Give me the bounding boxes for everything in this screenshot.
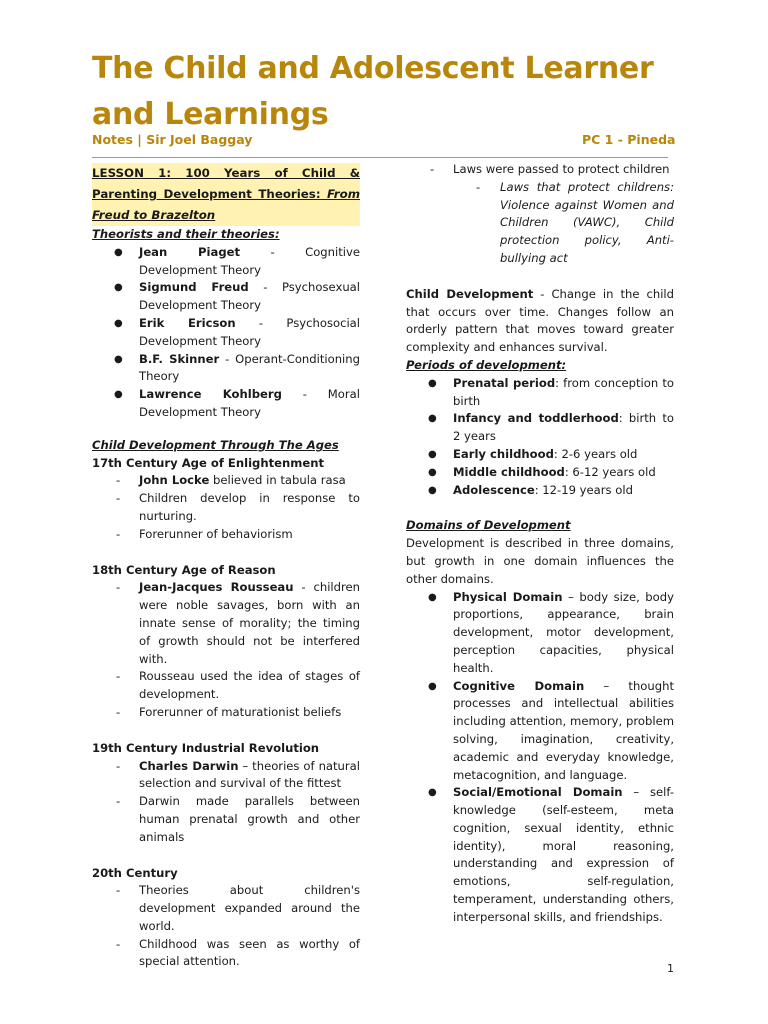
dash-marker: - xyxy=(116,704,121,719)
list-item xyxy=(406,446,674,464)
domains-list xyxy=(406,589,674,927)
laws-sublist xyxy=(406,179,674,268)
list-item xyxy=(92,386,360,422)
list-item xyxy=(406,410,674,446)
class-label: PC 1 - Pineda xyxy=(582,132,676,147)
bullet-icon: ● xyxy=(428,413,437,425)
list-item xyxy=(92,490,360,526)
period-text: : from conception to birth xyxy=(453,375,674,408)
list-item xyxy=(92,351,360,387)
periods-list xyxy=(406,375,674,500)
dash-marker: - xyxy=(116,794,121,809)
item-text: believed in tabula rasa xyxy=(209,473,346,488)
theorist-name: Erik Ericson xyxy=(139,315,236,330)
ages-heading: Child Development Through The Ages xyxy=(92,437,339,452)
person-name: John Locke xyxy=(139,473,210,488)
list-item xyxy=(406,161,674,179)
list-item xyxy=(92,668,360,704)
domain-text: – thought processes and intellectual abilities including attention, memory, problem solving, imagination, creativity, academic and everyday knowledge, metacognition, and language. xyxy=(453,678,674,782)
list-item xyxy=(92,526,360,544)
bullet-icon: ● xyxy=(428,591,437,603)
period-text: : 6-12 years old xyxy=(564,464,656,479)
item-text: Theories about children's development expanded around the world. xyxy=(139,883,360,933)
domains-intro: Development is described in three domains, but growth in one domain influences the other domains. xyxy=(406,536,674,586)
list-item xyxy=(406,482,674,500)
list-item xyxy=(406,589,674,678)
item-text: Forerunner of maturationist beliefs xyxy=(139,704,342,719)
era-18-list xyxy=(92,579,360,721)
dash-marker: - xyxy=(116,526,121,541)
theory-text: - Operant-Conditioning Theory xyxy=(139,351,360,384)
era-19-list xyxy=(92,758,360,847)
bullet-icon: ● xyxy=(114,317,123,329)
list-item xyxy=(406,375,674,411)
lesson-heading-italic: From Freud to Brazelton xyxy=(92,187,360,222)
era-20-list xyxy=(92,882,360,971)
bullet-icon: ● xyxy=(428,377,437,389)
dash-marker: - xyxy=(116,758,121,773)
era-17-title: 17th Century Age of Enlightenment xyxy=(92,455,324,470)
list-item xyxy=(406,678,674,785)
era-20-title: 20th Century xyxy=(92,865,178,880)
item-text: Forerunner of behaviorism xyxy=(139,526,293,541)
period-name: Adolescence xyxy=(453,482,535,497)
era-18-title: 18th Century Age of Reason xyxy=(92,562,276,577)
bullet-icon: ● xyxy=(428,787,437,799)
list-item xyxy=(92,244,360,280)
person-name: Jean-Jacques Rousseau xyxy=(139,580,294,595)
era-17-list xyxy=(92,472,360,543)
domain-name: Social/Emotional Domain xyxy=(453,785,623,800)
domains-heading: Domains of Development xyxy=(406,518,571,533)
list-item xyxy=(92,758,360,794)
bullet-icon: ● xyxy=(114,353,123,365)
theorists-list xyxy=(92,244,360,422)
bullet-icon: ● xyxy=(428,484,437,496)
theory-text: - Psychosexual Development Theory xyxy=(139,280,360,313)
document-subtitle: Notes | Sir Joel Baggay xyxy=(92,132,253,147)
theorist-name: B.F. Skinner xyxy=(139,351,220,366)
document-title: The Child and Adolescent Learner and Learnings xyxy=(92,51,654,132)
list-item xyxy=(406,179,674,268)
spacer xyxy=(406,499,674,517)
page-number: 1 xyxy=(667,962,674,975)
era-19-title: 19th Century Industrial Revolution xyxy=(92,740,320,755)
bullet-icon: ● xyxy=(428,466,437,478)
period-name: Middle childhood xyxy=(453,464,565,479)
periods-heading: Periods of development: xyxy=(406,357,567,372)
item-text: - children were noble savages, born with an innate sense of morality; the timing of growth should not be interfered with. xyxy=(139,580,360,666)
dash-marker: - xyxy=(476,179,481,194)
dash-marker: - xyxy=(116,669,121,684)
period-name: Infancy and toddlerhood xyxy=(453,411,619,426)
spacer xyxy=(92,422,360,437)
laws-list xyxy=(406,161,674,179)
lesson-heading-main: LESSON 1: 100 Years of Child & Parenting Development Theories: xyxy=(92,166,360,201)
period-name: Early childhood xyxy=(453,446,554,461)
period-text: : 2-6 years old xyxy=(553,446,638,461)
bullet-icon: ● xyxy=(428,680,437,692)
theory-text: - Moral Development Theory xyxy=(139,387,360,419)
domain-text: – body size, body proportions, appearance, brain development, motor development, perception capacities, physical health. xyxy=(453,589,674,675)
list-item xyxy=(92,472,360,490)
item-text: Rousseau used the idea of stages of development. xyxy=(139,669,360,702)
list-item xyxy=(92,579,360,668)
dash-marker: - xyxy=(430,162,435,176)
domain-name: Cognitive Domain xyxy=(453,678,585,693)
item-text: – theories of natural selection and survival of the fittest xyxy=(139,758,361,791)
list-item xyxy=(92,882,360,935)
theorists-heading: Theorists and their theories: xyxy=(92,227,280,241)
dash-marker: - xyxy=(116,883,121,898)
theorist-name: Lawrence Kohlberg xyxy=(139,387,282,402)
spacer xyxy=(92,544,360,562)
bullet-icon: ● xyxy=(114,389,123,401)
term: Child Development xyxy=(406,286,534,301)
item-text: Childhood was seen as worthy of special attention. xyxy=(139,936,360,969)
dash-marker: - xyxy=(116,473,121,488)
spacer xyxy=(92,722,360,740)
theorist-name: Jean Piaget xyxy=(139,244,241,259)
item-text: Laws that protect childrens: Violence against Women and Children (VAWC), Child protection policy, Anti-bullying act xyxy=(500,179,674,265)
period-text: : 12-19 years old xyxy=(534,482,633,497)
dash-marker: - xyxy=(116,936,121,951)
spacer xyxy=(92,847,360,865)
header-divider xyxy=(92,157,668,158)
bullet-icon: ● xyxy=(428,448,437,460)
list-item xyxy=(92,793,360,846)
period-name: Prenatal period xyxy=(453,375,556,390)
lesson-heading xyxy=(92,163,360,226)
item-text: Laws were passed to protect children xyxy=(453,162,670,176)
bullet-icon: ● xyxy=(114,282,123,294)
child-development-definition xyxy=(406,286,674,357)
dash-marker: - xyxy=(116,491,121,506)
right-column xyxy=(406,161,674,927)
domain-name: Physical Domain xyxy=(453,589,563,604)
item-text: Darwin made parallels between human prenatal growth and other animals xyxy=(139,794,360,844)
theory-text: - Psychosocial Development Theory xyxy=(139,315,360,348)
list-item xyxy=(92,936,360,972)
list-item xyxy=(92,279,360,315)
definition-text: - Change in the child that occurs over time. Changes follow an orderly pattern that moves toward greater complexity and enhances survival. xyxy=(406,286,674,355)
list-item xyxy=(406,784,674,926)
theorist-name: Sigmund Freud xyxy=(139,280,249,295)
list-item xyxy=(92,315,360,351)
left-column xyxy=(92,163,360,971)
list-item xyxy=(406,464,674,482)
spacer xyxy=(406,268,674,286)
domain-text: – self-knowledge (self-esteem, meta cognition, sexual identity, ethnic identity), moral reasoning, understanding and expression of emotions, self-regulation, temperament, understanding others, interpersonal skills, and friendships. xyxy=(453,785,674,924)
bullet-icon: ● xyxy=(114,246,123,258)
person-name: Charles Darwin xyxy=(139,758,239,773)
theory-text: - Cognitive Development Theory xyxy=(139,244,360,277)
list-item xyxy=(92,704,360,722)
dash-marker: - xyxy=(116,580,121,595)
item-text: Children develop in response to nurturing. xyxy=(139,491,360,523)
period-text: : birth to 2 years xyxy=(453,411,674,444)
